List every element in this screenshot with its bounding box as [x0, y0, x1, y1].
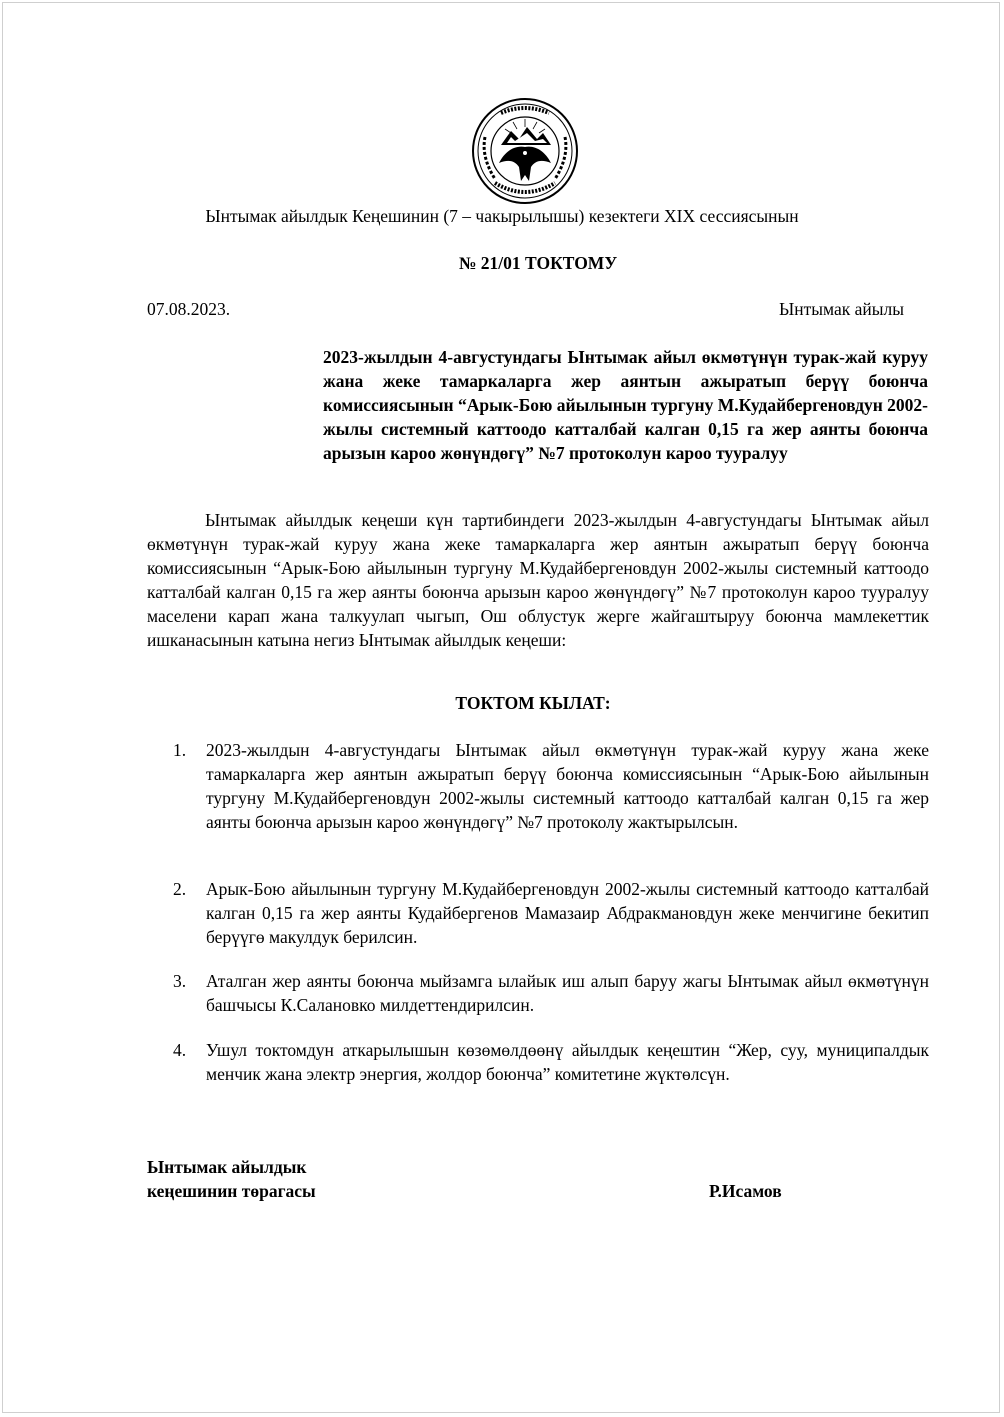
document-number-title: № 21/01 ТОКТОМУ [458, 253, 618, 273]
decision-item-text: Аталган жер аянты боюнча мыйзамга ылайык иш алып баруу жагы Ынтымак айыл өкмөтүнүн башчысы К.Салановко милдеттендирилсин. [206, 971, 929, 1015]
decision-item-number: 2. [173, 879, 187, 899]
decision-item-number: 1. [173, 740, 187, 760]
preamble-paragraph: Ынтымак айылдык кеңеши күн тартибиндеги 2023-жылдын 4-августундагы Ынтымак айыл өкмөтүнүн турак-жай куруу жана жеке тамаркаларга жер аянтын ажыратып берүү боюнча комиссиясынын “Арык-Бою айылынын тургуну М.Кудайбергеновдун 2002-жылы системный каттоодо катталбай калган 0,15 га жер аянты боюнча арызын кароо жөнүндөгү” №7 протоколун кароо тууралуу маселени карап жана талкуулап чыгып, Ош облустук жерге жайгаштыруу боюнча мамлекеттик ишканасынын катына негиз Ынтымак айылдык кеңеши: [147, 510, 929, 650]
decision-heading: ТОКТОМ КЫЛАТ: [455, 693, 611, 713]
decision-item [173, 969, 929, 1017]
decision-item-text: Ушул токтомдун аткарылышын көзөмөлдөөнү айылдык кеңештин “Жер, суу, муниципалдык менчик жана электр энергия, жолдор боюнча” комитетине жүктөлсүн. [206, 1040, 929, 1084]
council-session-line: Ынтымак айылдык Кеңешинин (7 – чакырылышы) кезектеги XIX сессиясынын [205, 206, 799, 226]
decision-item [173, 877, 929, 949]
document-subject: 2023-жылдын 4-августундагы Ынтымак айыл өкмөтүнүн турак-жай куруу жана жеке тамаркаларга жер аянтын ажыратып берүү боюнча комиссиясынын “Арык-Бою айылынын тургуну М.Кудайбергеновдун 2002-жылы системный каттоодо катталбай калган 0,15 га жер аянты боюнча арызын кароо жөнүндөгү” №7 протоколун кароо тууралуу [323, 347, 928, 463]
signatory-title-line2: кеңешинин төрагасы [147, 1181, 316, 1201]
document-place: Ынтымак айылы [779, 299, 905, 319]
signatory-name: Р.Исамов [709, 1181, 782, 1201]
decision-item-number: 4. [173, 1040, 187, 1060]
kyrgyz-republic-state-emblem-icon [471, 97, 579, 205]
decision-item-text: Арык-Бою айылынын тургуну М.Кудайбергеновдун 2002-жылы системный каттоодо катталбай калган 0,15 га жер аянты Кудайбергенов Мамазаир Абдракмановдун жеке менчигине бекитип берүүгө макулдук берилсин. [206, 879, 929, 947]
signatory-title [147, 1155, 316, 1203]
decision-item-text: 2023-жылдын 4-августундагы Ынтымак айыл өкмөтүнүн турак-жай куруу жана жеке тамаркаларга жер аянтын ажыратып берүү боюнча комиссиясынын “Арык-Бою айылынын тургуну М.Кудайбергеновдун 2002-жылы системный каттоодо катталбай калган 0,15 га жер аянты боюнча арызын кароо жөнүндөгү” №7 протоколу жактырылсын. [206, 740, 929, 832]
decision-item-number: 3. [173, 971, 187, 991]
decision-item [173, 1038, 929, 1086]
signatory-title-line1: Ынтымак айылдык [147, 1157, 307, 1177]
document-date: 07.08.2023. [147, 299, 231, 319]
decision-item [173, 738, 929, 834]
